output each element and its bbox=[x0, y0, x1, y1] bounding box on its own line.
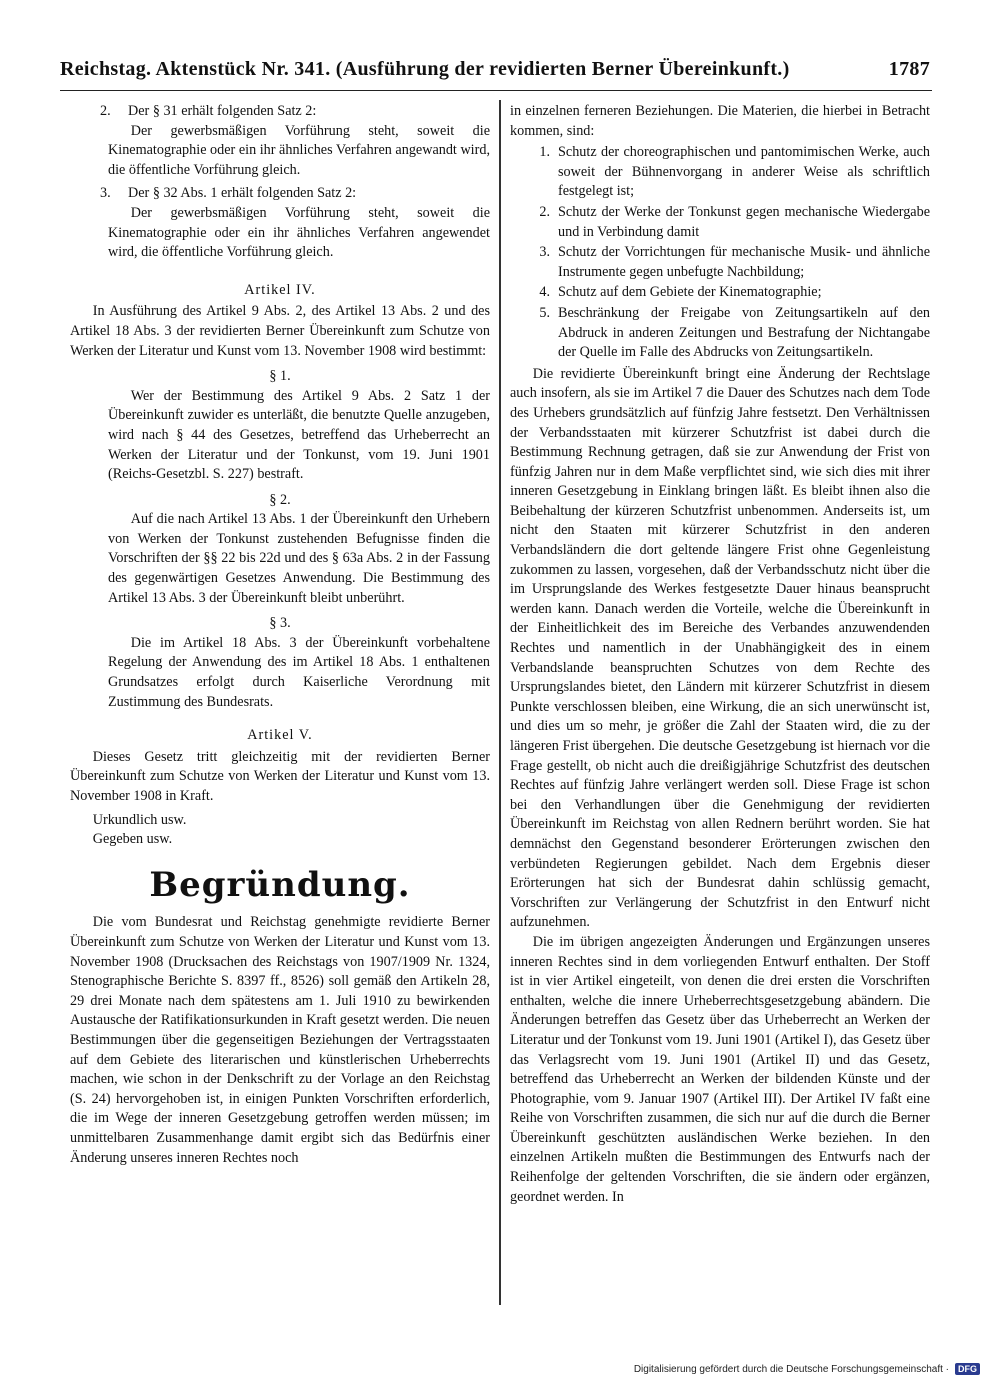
list-item-text: Beschränkung der Freigabe von Zeitungsartikeln auf den Abdruck in anderen Zeitungen und Bestrafung der Nichtangabe der Quelle im Falle des Abdrucks von Zeitungsartikeln. bbox=[558, 304, 930, 361]
article-5-title: Artikel V. bbox=[247, 727, 313, 744]
list-item-number: 3. bbox=[539, 244, 550, 261]
item-3-heading: Der § 32 Abs. 1 erhält folgenden Satz 2: bbox=[128, 185, 357, 202]
digitization-footer bbox=[634, 1363, 980, 1375]
section-3-title: § 3. bbox=[269, 615, 291, 632]
item-3 bbox=[70, 184, 490, 204]
footer-text: Digitalisierung gefördert durch die Deutsche Forschungsgemeinschaft · bbox=[633, 1363, 949, 1375]
section-1-title: § 1. bbox=[269, 368, 291, 385]
section-2-text: Auf die nach Artikel 13 Abs. 1 der Übereinkunft den Urhebern von Werken der Tonkunst zustehenden Befugnisse finden die Vorschriften der §§ 22 bis 22d und des § 63a Abs. 2 in der Fassung des gegenwärtigen Gesetzes Anwendung. Die Bestimmung des Artikel 13 Abs. 3 der Übereinkunft bleibt unberührt. bbox=[108, 511, 490, 606]
list-item bbox=[510, 304, 930, 363]
list-item bbox=[510, 203, 930, 242]
signature-line-2: Gegeben usw. bbox=[92, 831, 173, 848]
list-item-number: 2. bbox=[539, 203, 550, 220]
item-3-text: Der gewerbsmäßigen Vorführung steht, soweit die Kinematographie oder ein ihr ähnliches Verfahren angewendet wird, die öffentliche Vorführung gleich. bbox=[108, 204, 490, 261]
left-column bbox=[70, 102, 490, 1168]
right-column bbox=[510, 102, 930, 1207]
item-2-number: 2. bbox=[100, 103, 111, 119]
dfg-logo: DFG bbox=[955, 1363, 980, 1375]
list-item-text: Schutz der choreographischen und pantomimischen Werke, auch soweit der Bühnenvorgang in anderer Weise als schriftlich festgelegt ist; bbox=[558, 144, 930, 200]
section-2-title: § 2. bbox=[269, 491, 291, 508]
section-1-text: Wer der Bestimmung des Artikel 9 Abs. 2 Satz 1 der Übereinkunft zuwider es unterläßt, die benutzte Quelle anzugeben, wird nach § 44 des Gesetzes, betreffend das Urheberrecht an Werken der Literatur und der Tonkunst, vom 19. Juni 1901 (Reichs-Gesetzbl. S. 227) bestraft. bbox=[108, 387, 490, 483]
list-item-number: 5. bbox=[539, 304, 550, 321]
signature-line-1: Urkundlich usw. bbox=[92, 811, 187, 828]
paragraph-aenderungen: Die im übrigen angezeigten Änderungen und Ergänzungen unseres inneren Rechtes sind in dem vorliegenden Entwurf enthalten. Der Stoff ist in vier Artikel eingeteilt, von denen die drei ersten die Vorschriften enthalten, welche die innere Urheberrechtsgesetzgebung abändern. Die Änderungen betreffen das Gesetz über das Urheberrecht an Werken der Literatur und der Tonkunst vom 19. Juni 1901 (Artikel I), das Gesetz über das Verlagsrecht vom 19. Juni 1901 (Artikel II) und das Gesetz, betreffend das Urheberrecht an Werken der bildenden Künste und der Photographie, vom 9. Januar 1907 (Artikel III). Der Artikel IV faßt eine Reihe von Vorschriften zusammen, die sich nur auf die durch die Berner Übereinkunft geschützten ausländischen Werke beziehen. In den einzelnen Artikeln mußten die Bestimmungen des Entwurfs nach der Reihenfolge der geltenden Vorschriften, die sie ändern oder ergänzen, geordnet werden. In bbox=[510, 933, 930, 1205]
begruendung-text: Die vom Bundesrat und Reichstag genehmigte revidierte Berner Übereinkunft zum Schutze von Werken der Literatur und Kunst vom 13. November 1908 (Drucksachen des Reichstags von 1907/1909 Nr. 1324, Stenographische Berichte S. 8397 ff., 8526) soll gemäß den Artikeln 28, 29 drei Monate nach dem spätestens am 1. Juli 1910 zu bewirkenden Austausche der Ratifikationsurkunden in Kraft gesetzt werden. Die neuen Bestimmungen über die gegenseitigen Beziehungen der Vertragsstaaten auf dem Gebiete des literarischen und künstlerischen Urheberrechts machen, wie schon in der Denkschrift zu der Vorlage an den Reichstag (S. 24) hervorgehoben ist, in einigen Punkten Vorschriften erforderlich, die im Wege der inneren Gesetzgebung getroffen werden müssen; im unmittelbaren Zusammenhange damit ergibt sich das Bedürfnis einer Änderung unseres inneren Rechtes noch bbox=[70, 914, 490, 1166]
item-2-heading: Der § 31 erhält folgenden Satz 2: bbox=[128, 103, 317, 119]
materials-list bbox=[510, 143, 930, 363]
header-rule bbox=[60, 90, 932, 91]
column-divider bbox=[499, 100, 501, 1305]
item-2-text: Der gewerbsmäßigen Vorführung steht, soweit die Kinematographie oder ein ihr ähnliches Verfahren angewandt wird, die öffentliche Vorführung gleich. bbox=[108, 122, 490, 178]
begruendung-heading: Begründung. bbox=[149, 864, 411, 905]
section-3-text: Die im Artikel 18 Abs. 3 der Übereinkunft vorbehaltene Regelung der Anwendung des im Artikel 18 Abs. 1 enthaltenen Grundsatzes erfolgt durch Kaiserliche Verordnung mit Zustimmung des Bundesrats. bbox=[108, 634, 490, 710]
list-item bbox=[510, 283, 930, 303]
list-item-text: Schutz der Werke der Tonkunst gegen mechanische Wiedergabe und in Verbindung damit bbox=[558, 203, 930, 240]
item-3-number: 3. bbox=[100, 185, 111, 202]
header-title: Reichstag. Aktenstück Nr. 341. (Ausführung der revidierten Berner Übereinkunft.) bbox=[60, 58, 790, 80]
list-item-text: Schutz auf dem Gebiete der Kinematographie; bbox=[558, 284, 822, 301]
list-item-text: Schutz der Vorrichtungen für mechanische Musik- und ähnliche Instrumente gegen unbefugte Nachbildung; bbox=[558, 244, 930, 280]
list-item-number: 1. bbox=[539, 144, 550, 161]
list-item bbox=[510, 143, 930, 202]
item-2 bbox=[70, 102, 490, 122]
paragraph-schutzfrist: Die revidierte Übereinkunft bringt eine Änderung der Rechtslage auch insofern, als sie im Artikel 7 die Dauer des Schutzes nach dem Tode des Urhebers grundsätzlich auf fünfzig Jahre festsetzt. Den Verhältnissen der Verbandsstaaten mit kürzerer Schutzfrist ist dabei durch die Bestimmung Rechnung getragen, daß sie zur Anwendung der Frist von fünfzig Jahren nur in dem Maße verpflichtet sind, wie sich dies mit ihrer inneren Gesetzgebung in Einklang bringen läßt. Es bleibt ihnen also die Beibehaltung der kürzeren Schutzfrist unbenommen. Anderseits ist, um nicht den Staaten mit kürzerer Schutzfrist in den anderen Verbandsländern die dort geltende längere Frist ohne Gegenleistung zukommen zu lassen, vorgesehen, daß der Verbandsschutz nicht über die im Ursprungslande des Werkes festgesetzte Dauer hinaus beansprucht werden kann. Danach werden die Vorteile, welche die Übereinkunft in der Einheitlichkeit des im Bereiche des Verbandes anzuwendenden Rechtes und namentlich in der Unabhängigkeit des in einem Verbandslande beanspruchten Schutzes von dem Rechte des Ursprungslandes bietet, den Ländern mit kürzerer Schutzfrist in diesem Punkte verschlossen bleiben, eine Wirkung, die an sich unerwünscht ist, und dies um so mehr, je größer die Zahl der Staaten wird, die zu der längeren Frist übergehen. Die deutsche Gesetzgebung ist hiernach vor die Frage gestellt, ob nicht auch die dreißigjährige Schutzfrist des deutschen Rechtes auf fünfzig Jahre verlängert werden soll. Diese Frage ist schon bei den Verhandlungen über die Genehmigung der revidierten Übereinkunft im Reichstag von allen Rednern berührt worden. Sie hat demnächst den Gegenstand besonderer Erörterungen zwischen den verbündeten Regierungen gebildet. Nach dem Ergebnis dieser Erörterungen hat sich der Bundesrat dahin schlüssig gemacht, Vorschriften zur Verlängerung der Schutzfrist in den Entwurf nicht aufzunehmen. bbox=[510, 365, 930, 931]
article-4-title: Artikel IV. bbox=[244, 281, 316, 298]
list-item bbox=[510, 243, 930, 282]
right-intro: in einzelnen ferneren Beziehungen. Die Materien, die hierbei in Betracht kommen, sind: bbox=[510, 103, 930, 139]
article-4-intro: In Ausführung des Artikel 9 Abs. 2, des Artikel 13 Abs. 2 und des Artikel 18 Abs. 3 der revidierten Berner Übereinkunft zum Schutze von Werken der Literatur und Kunst vom 13. November 1908 wird bestimmt: bbox=[70, 303, 490, 359]
running-header bbox=[60, 58, 930, 81]
list-item-number: 4. bbox=[539, 284, 550, 301]
article-5-text: Dieses Gesetz tritt gleichzeitig mit der revidierten Berner Übereinkunft zum Schutze von Werken der Literatur und Kunst vom 13. November 1908 in Kraft. bbox=[70, 748, 490, 804]
page-number: 1787 bbox=[888, 58, 930, 80]
